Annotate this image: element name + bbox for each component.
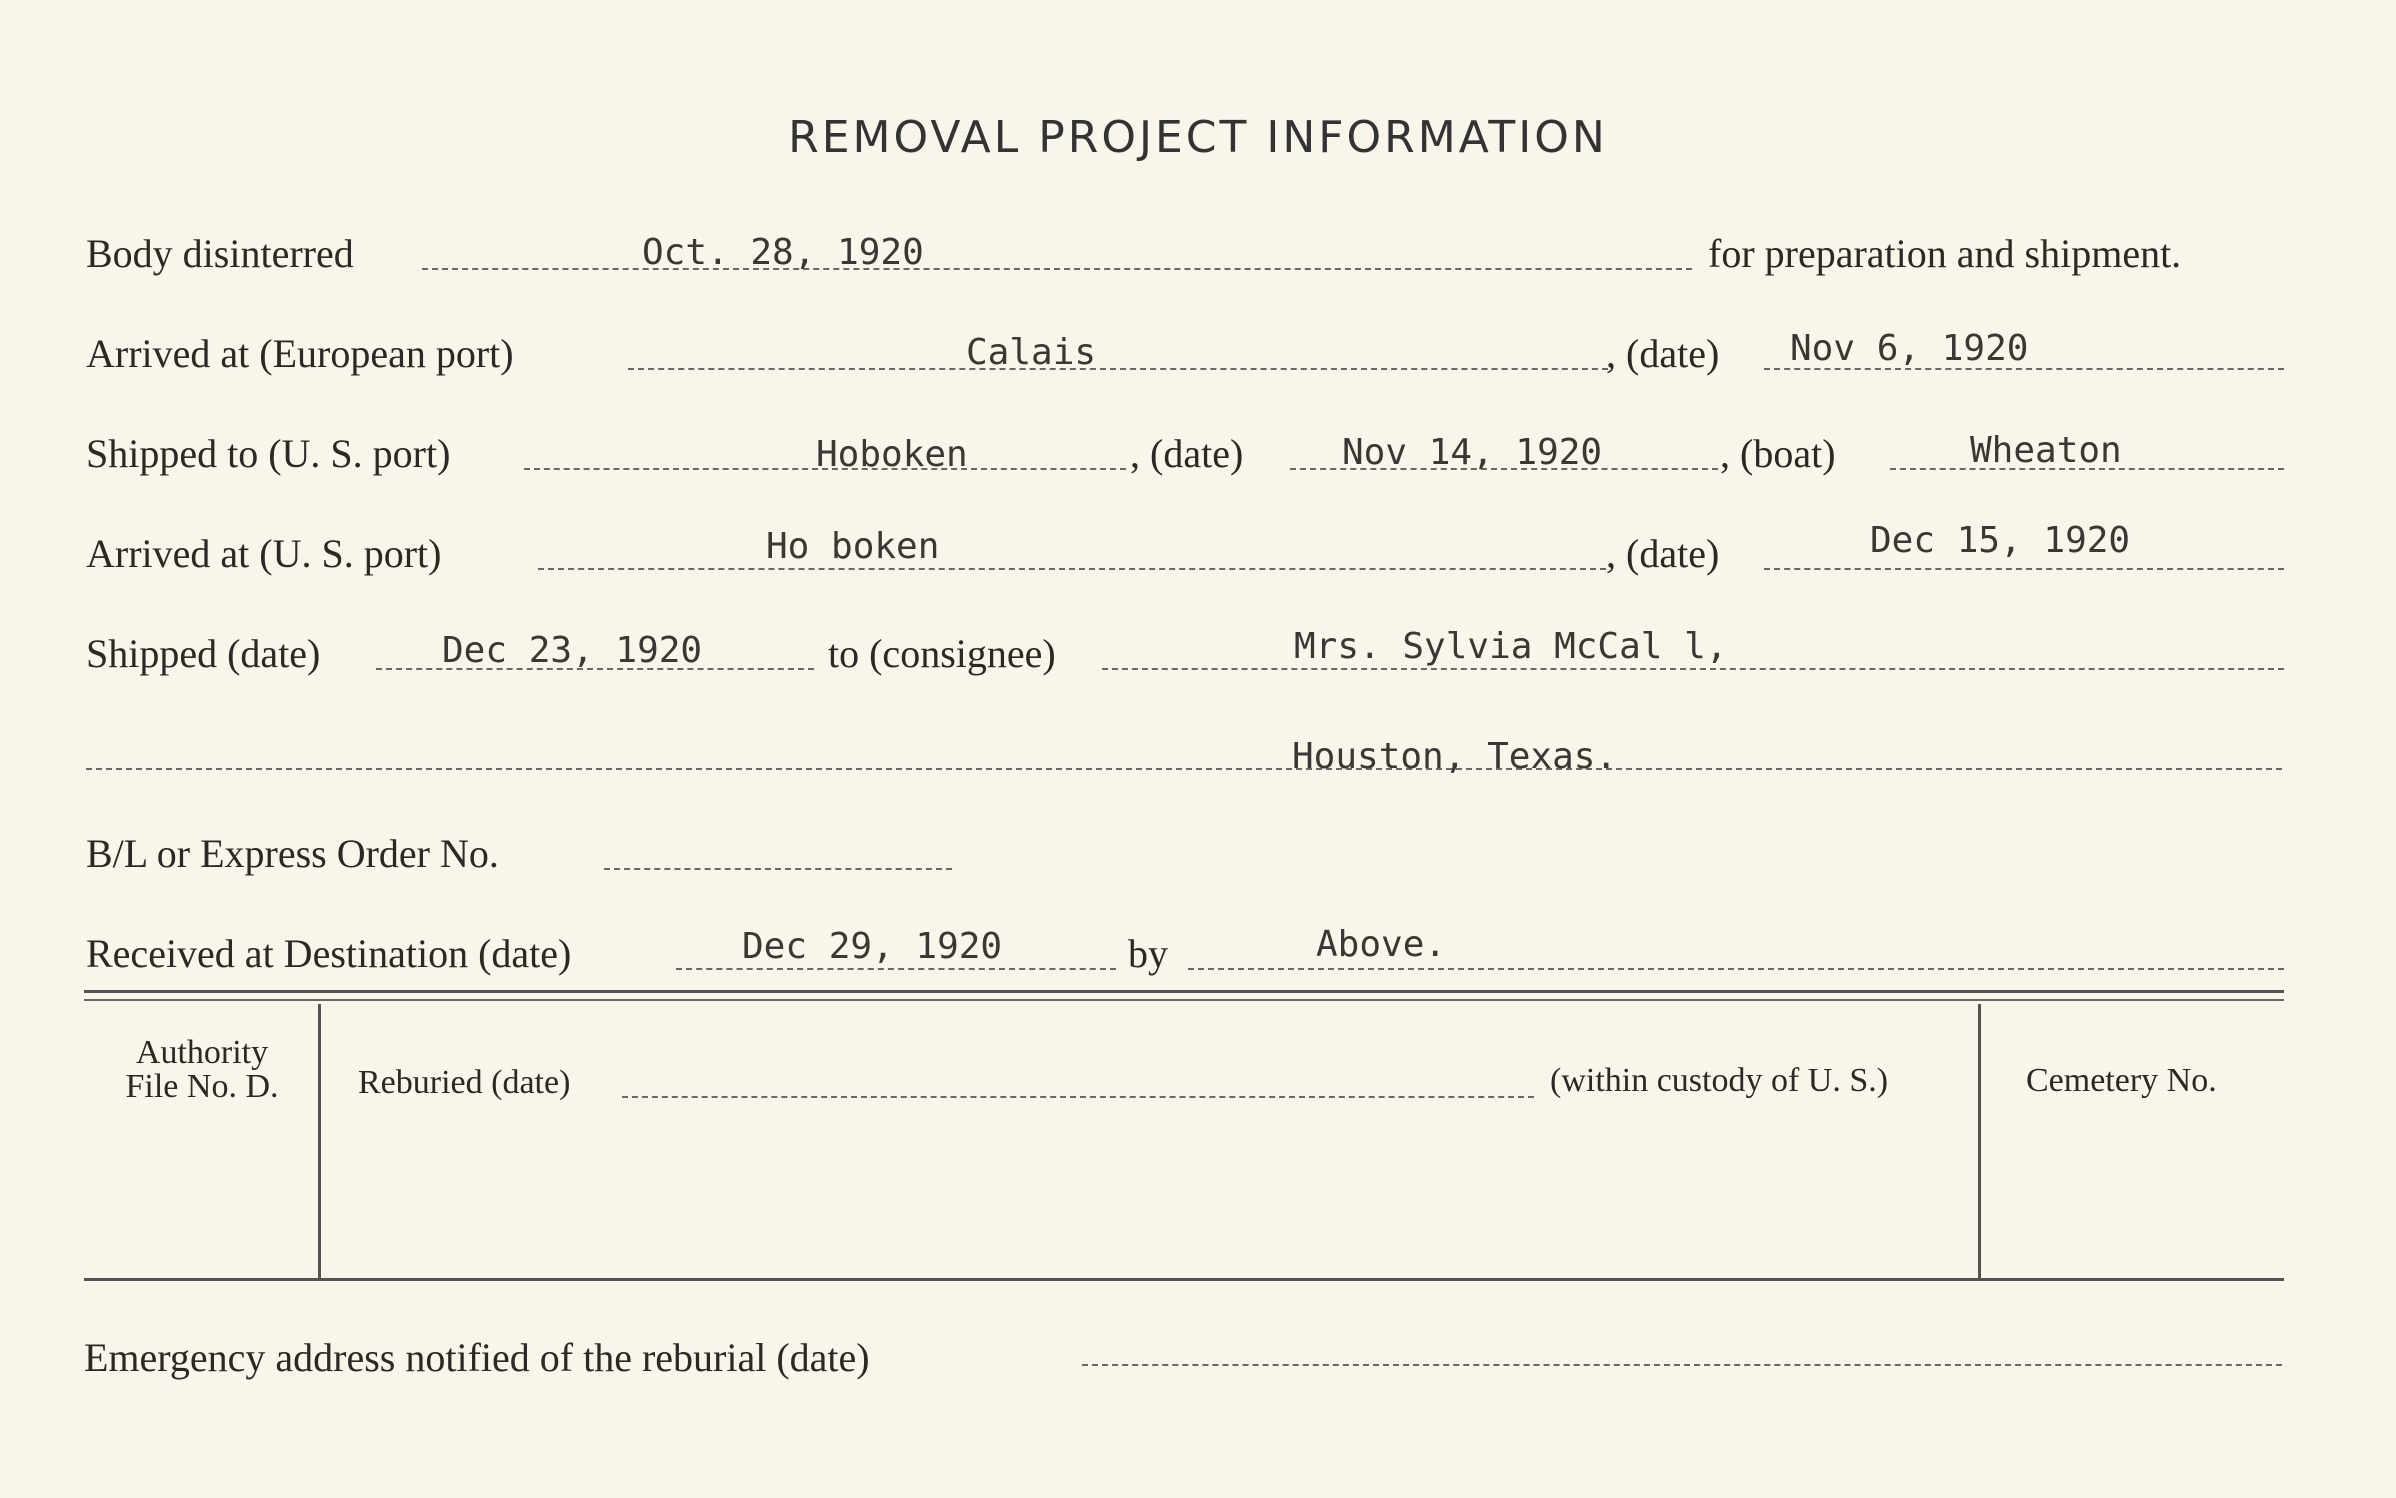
authority-label-2: File No. D. [125,1068,279,1105]
disinterred-label: Body disinterred [86,231,354,276]
arrived-us-date: Dec 15, 1920 [1870,520,2131,561]
received-by: Above. [1316,924,1447,965]
arrived-european-label: Arrived at (European port) [86,331,514,376]
custody-label: (within custody of U. S.) [1550,1062,1889,1099]
consignee-line [1102,668,2284,670]
double-rule-top [84,990,2284,993]
disinterred-date: Oct. 28, 1920 [642,232,924,273]
authority-label-1: Authority [135,1034,269,1071]
received-label: Received at Destination (date) [86,931,572,976]
arrived-european-port-line [628,368,1608,370]
shipped-us-date-label: , (date) [1130,431,1244,476]
disinterred-suffix: for preparation and shipment. [1708,231,2182,276]
arrived-us-port-line [538,568,1606,570]
arrived-us-date-label: , (date) [1606,531,1720,576]
reburied-label: Reburied (date) [358,1064,571,1101]
arrived-us-date-line [1764,568,2284,570]
received-by-line [1188,968,2284,970]
arrived-european-port: Calais [966,332,1097,373]
bl-line [604,868,952,870]
shipped-us-date: Nov 14, 1920 [1342,432,1603,473]
emergency-line [1082,1364,2282,1366]
reburied-line [622,1096,1534,1098]
received-by-label: by [1128,931,1168,976]
arrived-us-label: Arrived at (U. S. port) [86,531,442,576]
page-title: REMOVAL PROJECT INFORMATION [788,112,1608,163]
address-line [86,768,2282,770]
arrived-european-date: Nov 6, 1920 [1790,328,2029,369]
cemetery-label: Cemetery No. [2026,1062,2217,1099]
box-bottom-rule [84,1278,2284,1281]
bl-label: B/L or Express Order No. [86,831,499,876]
shipped-us-label: Shipped to (U. S. port) [86,431,451,476]
received-date: Dec 29, 1920 [742,926,1003,967]
cemetery-divider [1978,1004,1981,1278]
arrived-us-port: Ho boken [766,526,940,567]
shipped-us-boat: Wheaton [1970,430,2122,471]
arrived-european-date-label: , (date) [1606,331,1720,376]
double-rule-bottom [84,999,2284,1001]
authority-divider [318,1004,321,1278]
consignee-label: to (consignee) [828,631,1056,676]
shipped-date: Dec 23, 1920 [442,630,703,671]
consignee-name: Mrs. Sylvia McCal l, [1294,626,1728,667]
emergency-label: Emergency address notified of the reburial (date) [84,1335,870,1380]
consignee-address: Houston, Texas. [1292,736,1618,777]
shipped-label: Shipped (date) [86,631,321,676]
shipped-us-boat-label: , (boat) [1720,431,1836,476]
shipped-us-port: Hoboken [816,434,968,475]
received-date-line [676,968,1116,970]
disinterred-line [422,268,1692,270]
